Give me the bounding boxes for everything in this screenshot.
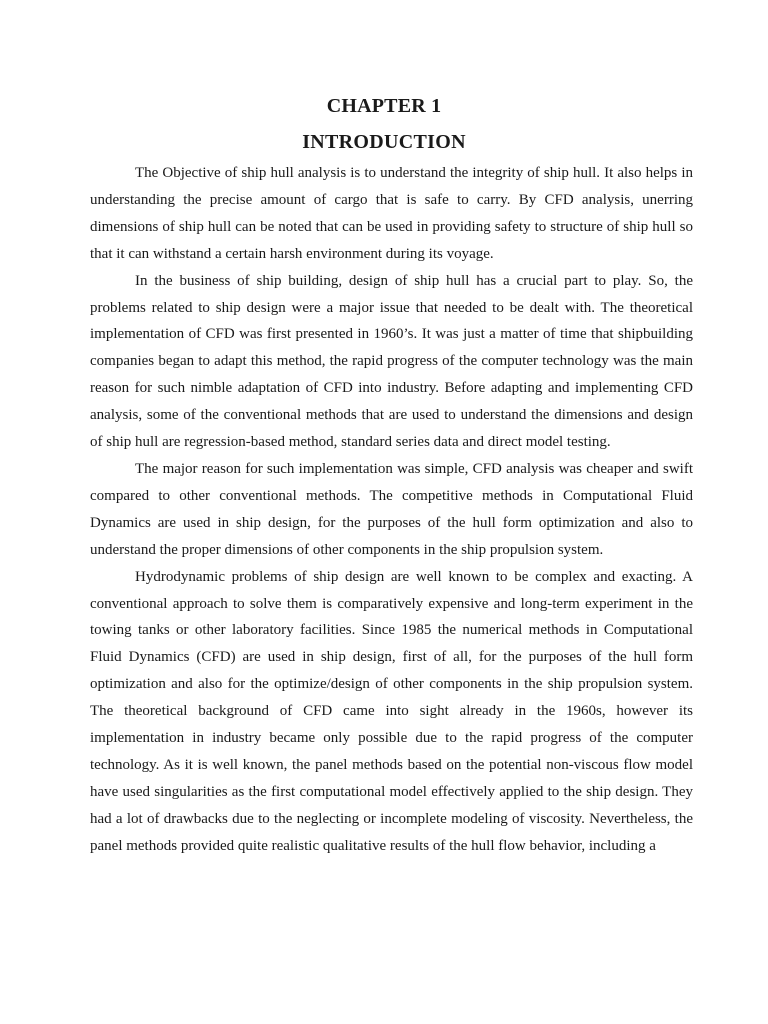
- paragraph: Hydrodynamic problems of ship design are well known to be complex and exacting. A conventional approach to solve them is comparatively expensive and long-term experiment in the towing tanks or other laboratory facilities. Since 1985 the numerical methods in Computational Fluid Dynamics (CFD) are used in ship design, first of all, for the purposes of the hull form optimization and also for the optimize/design of other components in the ship propulsion system. The theoretical background of CFD came into sight already in the 1960s, however its implementation in industry became only possible due to the rapid progress of the computer technology. As it is well known, the panel methods based on the potential non-viscous flow model have used singularities as the first computational model effectively applied to the ship design. They had a lot of drawbacks due to the neglecting or incomplete modeling of viscosity. Nevertheless, the panel methods provided quite realistic qualitative results of the hull flow behavior, including a: [90, 568, 693, 854]
- chapter-number-heading: CHAPTER 1: [326, 95, 442, 117]
- body-text: [90, 160, 693, 860]
- paragraph: The major reason for such implementation was simple, CFD analysis was cheaper and swift compared to other conventional methods. The competitive methods in Computational Fluid Dynamics are used in ship design, for the purposes of the hull form optimization and also to understand the proper dimensions of other components in the ship propulsion system.: [90, 460, 693, 558]
- chapter-title-heading: INTRODUCTION: [302, 131, 466, 153]
- paragraph: The Objective of ship hull analysis is to understand the integrity of ship hull. It also helps in understanding the precise amount of cargo that is safe to carry. By CFD analysis, unerring dimensions of ship hull can be noted that can be used in providing safety to structure of ship hull so that it can withstand a certain harsh environment during its voyage.: [90, 165, 693, 262]
- paragraph: In the business of ship building, design of ship hull has a crucial part to play. So, the problems related to ship design were a major issue that needed to be dealt with. The theoretical implementation of CFD was first presented in 1960’s. It was just a matter of time that shipbuilding companies began to adapt this method, the rapid progress of the computer technology was the main reason for such nimble adaptation of CFD into industry. Before adapting and implementing CFD analysis, some of the conventional methods that are used to understand the dimensions and design of ship hull are regression-based method, standard series data and direct model testing.: [90, 272, 693, 451]
